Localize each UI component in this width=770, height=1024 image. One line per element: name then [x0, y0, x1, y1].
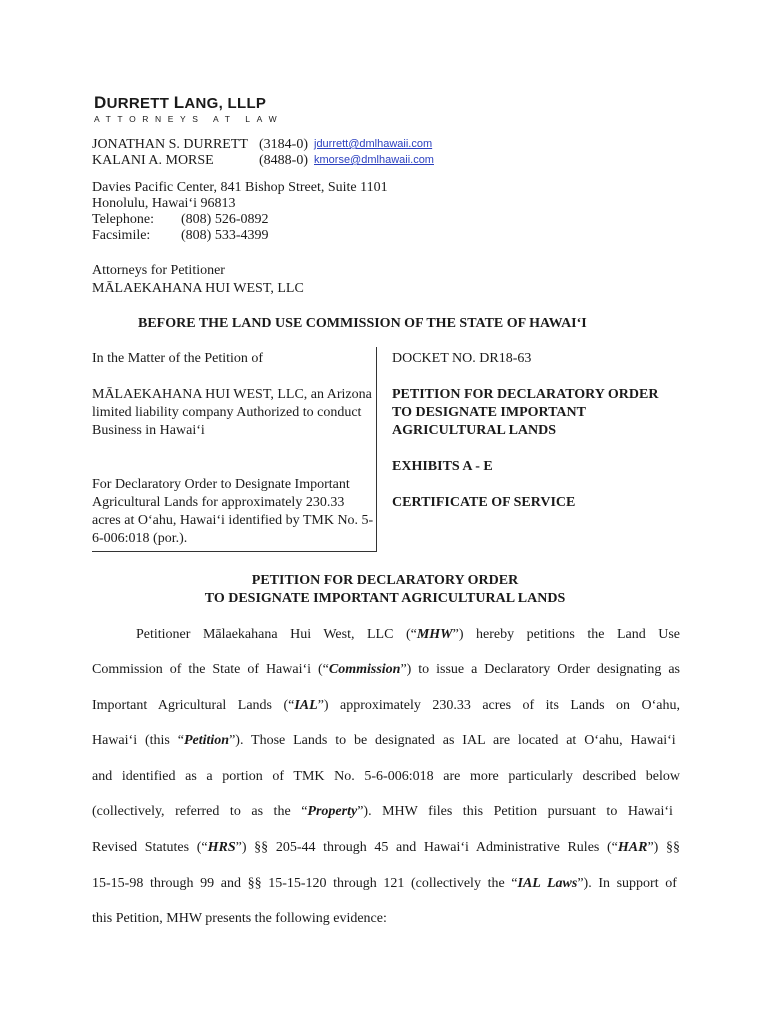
caption-right — [392, 350, 692, 512]
attorney-bar-number: (3184-0) — [259, 137, 308, 152]
caption-left — [92, 350, 375, 548]
attorney-email-link[interactable]: kmorse@dmlhawaii.com — [314, 154, 434, 166]
body-line: 15-15-98 through 99 and §§ 15-15-120 through 121 (collectively the “IAL Laws”). In support of — [92, 876, 677, 891]
body-line: Revised Statutes (“HRS”) §§ 205-44 through 45 and Hawai‘i Administrative Rules (“HAR”) §§ — [92, 840, 680, 855]
docket-number: DOCKET NO. DR18-63 — [392, 351, 532, 366]
caption-matter: In the Matter of the Petition of — [92, 351, 264, 366]
firm-address: Davies Pacific Center, 841 Bishop Street, Suite 1101 — [92, 180, 388, 195]
facsimile-label: Facsimile: — [92, 228, 151, 243]
caption-divider-vertical — [376, 347, 377, 552]
caption-purpose: For Declaratory Order to Designate Important Agricultural Lands for approximately 230.33 acres at O‘ahu, Hawai‘i identified by TMK No. 5-6-006:018 (por.). — [92, 477, 374, 546]
body-line: Important Agricultural Lands (“IAL”) approximately 230.33 acres of its Lands on O‘ahu, — [92, 698, 680, 713]
attorney-email-link[interactable]: jdurrett@dmlhawaii.com — [314, 138, 433, 150]
body-line: (collectively, referred to as the “Property”). MHW files this Petition pursuant to Hawai‘i — [92, 804, 673, 819]
telephone-number: (808) 526-0892 — [181, 212, 269, 227]
petitioner-name: MĀLAEKAHANA HUI WEST, LLC — [92, 281, 304, 296]
attorney-name: KALANI A. MORSE — [92, 153, 214, 168]
caption-party: MĀLAEKAHANA HUI WEST, LLC, an Arizona limited liability company Authorized to conduct Business in Hawai‘i — [92, 387, 372, 438]
exhibits-label: EXHIBITS A - E — [392, 459, 493, 474]
telephone-label: Telephone: — [92, 212, 154, 227]
firm-city: Honolulu, Hawai‘i 96813 — [92, 196, 236, 211]
petition-title-line-2: TO DESIGNATE IMPORTANT AGRICULTURAL LANDS — [204, 591, 566, 606]
attorney-name: JONATHAN S. DURRETT — [92, 137, 248, 152]
firm-tagline: ATTORNEYS AT LAW — [94, 114, 284, 124]
petition-title-line-1: PETITION FOR DECLARATORY ORDER — [251, 573, 519, 588]
body-line: Petitioner Mālaekahana Hui West, LLC (“MHW”) hereby petitions the Land Use — [136, 627, 681, 642]
body-line: Commission of the State of Hawai‘i (“Commission”) to issue a Declaratory Order designating as — [92, 662, 681, 677]
firm-name: DURRETT LANG, LLLP — [94, 93, 267, 112]
body-line: and identified as a portion of TMK No. 5-6-006:018 are more particularly described below — [92, 769, 680, 784]
court-heading: BEFORE THE LAND USE COMMISSION OF THE STATE OF HAWAI‘I — [138, 316, 587, 331]
facsimile-number: (808) 533-4399 — [181, 228, 269, 243]
caption-divider-horizontal — [92, 551, 377, 552]
body-line: this Petition, MHW presents the following evidence: — [92, 911, 387, 926]
attorney-bar-number: (8488-0) — [259, 153, 308, 168]
document-title: PETITION FOR DECLARATORY ORDER TO DESIGNATE IMPORTANT AGRICULTURAL LANDS — [392, 387, 659, 438]
body-line: Hawai‘i (this “Petition”). Those Lands to be designated as IAL are located at O‘ahu, Hawai‘i — [92, 733, 676, 748]
certificate-label: CERTIFICATE OF SERVICE — [392, 495, 576, 510]
attorneys-for-label: Attorneys for Petitioner — [92, 263, 225, 278]
